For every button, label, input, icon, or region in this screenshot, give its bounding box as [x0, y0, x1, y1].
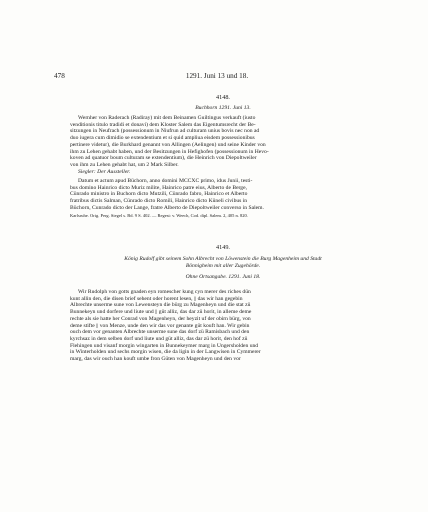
text-line: kunt allin den, die disen brief sehent oder horent lesen, || das wir han gegebin — [70, 295, 243, 302]
datum-line: fratribus dictis Salman, Cünrado dicto Romili, Hainrico dicto Küneli civibus in — [70, 198, 248, 205]
doc-4149-date: Ohne Ortsangabe. 1291. Juni 18. — [185, 274, 261, 280]
doc-4149-number: 4149. — [216, 244, 230, 251]
doc-4148-datum — [70, 178, 376, 212]
summary-line: Bönnigheim mit aller Zugehörde. — [185, 262, 261, 269]
summary-line: König Rudolf gibt seinem Sohn Albrecht von Löwenstein die Burg Magenheim und Stadt — [124, 256, 322, 262]
doc-4148-date: Buchhorn 1291. Juni 13. — [195, 105, 251, 111]
text-line: deme stifte || von Menze, unde den wir das vor genante güt kouft han. Wir gebin — [70, 322, 250, 329]
regest-line: pertinere videtur), die Burkhard genannt von Allingen (Aelingen) und seine Kinder von — [70, 141, 266, 148]
regest-line: duo iugera cum dimidio se extendentium et si quid ampliua eisdem possessionibus — [70, 135, 255, 142]
doc-4149-summary — [70, 256, 376, 269]
text-line: Albrechte unserme sune von Lewensteyn die bürg zu Magenheyn und die stat zü — [70, 302, 251, 309]
page-header — [54, 72, 380, 82]
text-line: in Winterholden und sechs morgin wisen, die da ligin in der Langwisen in Cymmerer — [70, 349, 261, 356]
datum-line: Büchorn, Cunrado dicto der Lange, fratre Alberto de Diepoltweiler converso in Salem. — [70, 204, 264, 211]
text-line: Bunnekeyn und dorfere und liute und || güt alliz, das dar zü horit, in alleme deme — [70, 309, 252, 316]
text-line: marg, das wir ouch han kouft umbe fron Güten von Magenheyn und den vor — [70, 356, 241, 363]
page-number: 478 — [54, 72, 65, 80]
text-line: ouch dem vor genanten Albrechte unserme sune das dorf zü Ramisbach und den — [70, 329, 250, 336]
text-line: Wir Rudolph von gotts gnaden eyn romescher kung cyn merer des riches dün — [78, 289, 251, 295]
regest-line: ihm zu Lehen gehabt haben, und der Besitzungen in Hefighofen (possessionum in Hevo- — [70, 148, 269, 155]
text-line: rechte als sie hatte her Conrad von Magenheyn, der heyzit uf der obirn bürg, von — [70, 315, 251, 322]
regest-line: koven ad quatuor boum culturam se extendentium), die Heinrich von Diepoltweiler — [70, 155, 257, 162]
regest-line: venditionis titulo tradidi et donavi) dem Kloster Salem das Eigentumsrecht der Be- — [70, 121, 256, 128]
regest-line: sitzungen in Neufrach (possessionum in Niufrun ad culturam unius bovis nec non ad — [70, 128, 260, 135]
datum-line: bus domino Hainrico dicto Muriz milite, Hainrico patre eius, Alberto de Berge, — [70, 184, 247, 191]
doc-4148-source-note: Karlsruhe. Orig. Perg. Siegel s. Bd. 9 S. 402. — Regest: v. Weech, Cod. dipl. Salem. 2, 405 n. 820. — [70, 213, 248, 218]
text-line: kyrchsaz in dem selben dorf und liute und güt alliz, das dar zü horit, den hof zü — [70, 335, 248, 342]
doc-4149-text — [70, 289, 376, 363]
doc-4148-regest — [70, 115, 376, 175]
datum-line: Datum et actum apud Büchorn, anno domini MCCXC primo, idus Junii, testi- — [78, 178, 253, 184]
regest-line: von ihm zu Lehen gehabt hat, um 2 Mark Silber. — [70, 161, 179, 168]
sealer-line: Siegler: Der Aussteller. — [78, 168, 131, 175]
datum-line: Cünrado ministro in Buchorn dicto Mutzili, Cünrado fabro, Hainrico et Alberto — [70, 191, 248, 198]
regest-line: Wernher von Raderach (Radiray) mit dem Beinamen Guiltingus verkauft (iusto — [78, 115, 256, 121]
text-line: Flehingen und visanf morgin wingarten in Bunnekeymer marg in Ungersholden und — [70, 342, 259, 349]
running-title: 1291. Juni 13 und 18. — [185, 72, 249, 80]
doc-4148-number: 4148. — [216, 94, 230, 101]
